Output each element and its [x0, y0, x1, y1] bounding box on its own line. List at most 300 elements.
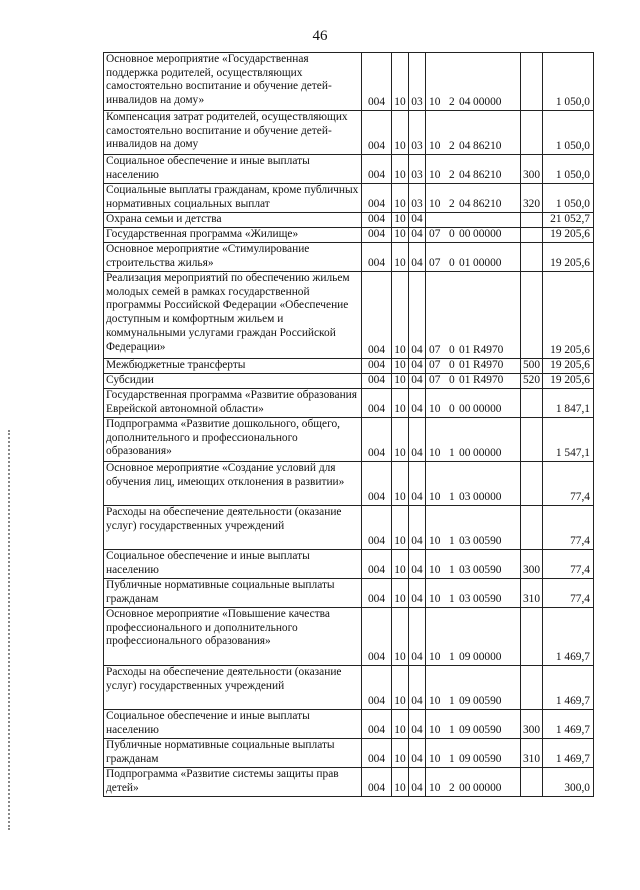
- name-text: Публичные нормативные социальные выплаты гражданам: [106, 739, 335, 765]
- table-row: [104, 243, 594, 272]
- section-value: 10: [394, 198, 406, 211]
- expense-code-value: 00000: [473, 403, 502, 416]
- subsection-code: [409, 53, 426, 111]
- ministry-value: 004: [367, 228, 386, 241]
- name-text: Подпрограмма «Развитие системы защиты прав детей»: [106, 768, 339, 794]
- subsection-code: [409, 418, 426, 462]
- ministry-code: [362, 243, 392, 272]
- expense-type-code: [521, 213, 543, 228]
- table-row: [104, 506, 594, 550]
- subsection-value: 04: [411, 724, 423, 737]
- amount-value: 19 205,6: [550, 344, 590, 357]
- name-text: Основное мероприятие «Государственная поддержка родителей, осуществляющих самостоятельно воспитание и обучение детей-инвалидов на дому»: [106, 53, 332, 107]
- program-value: 10: [429, 724, 441, 737]
- event-value: 04: [459, 169, 471, 182]
- subprogram-value: 0: [449, 359, 455, 372]
- section-value: 10: [394, 593, 406, 606]
- section-code: [392, 666, 409, 710]
- amount-value: 77,4: [570, 564, 590, 577]
- row-name: [104, 550, 362, 579]
- name-text: Социальное обеспечение и иные выплаты населению: [106, 710, 310, 736]
- target-article-code: [426, 213, 521, 228]
- amount-value: 19 205,6: [550, 257, 590, 270]
- ministry-value: 004: [367, 213, 386, 226]
- expense-type-code: [521, 243, 543, 272]
- target-article-code: [426, 608, 521, 666]
- name-text: Межбюджетные трансферты: [106, 359, 246, 371]
- subsection-code: [409, 184, 426, 213]
- row-name: [104, 213, 362, 228]
- table-row: [104, 418, 594, 462]
- amount: [543, 666, 594, 710]
- table-row: [104, 184, 594, 213]
- subprogram-value: 2: [449, 140, 455, 153]
- section-value: 10: [394, 695, 406, 708]
- expense-type-code: [521, 272, 543, 359]
- expense-type-value: 520: [522, 374, 541, 387]
- subprogram-value: 2: [449, 96, 455, 109]
- expense-code-value: 00000: [473, 491, 502, 504]
- name-text: Публичные нормативные социальные выплаты гражданам: [106, 579, 335, 605]
- event-value: 03: [459, 535, 471, 548]
- expense-type-code: [521, 768, 543, 797]
- row-name: [104, 666, 362, 710]
- ministry-code: [362, 53, 392, 111]
- expense-code-value: 00000: [473, 96, 502, 109]
- amount-value: 1 050,0: [555, 198, 590, 211]
- amount: [543, 550, 594, 579]
- subsection-value: 04: [411, 564, 423, 577]
- amount-value: 77,4: [570, 491, 590, 504]
- event-value: 00: [459, 403, 471, 416]
- subsection-value: 04: [411, 359, 423, 372]
- program-value: 10: [429, 169, 441, 182]
- section-value: 10: [394, 374, 406, 387]
- subsection-code: [409, 359, 426, 374]
- program-value: 10: [429, 782, 441, 795]
- ministry-value: 004: [367, 491, 386, 504]
- event-value: 01: [459, 257, 471, 270]
- program-value: 07: [429, 228, 441, 241]
- subsection-value: 04: [411, 344, 423, 357]
- section-value: 10: [394, 96, 406, 109]
- section-code: [392, 710, 409, 739]
- name-text: Основное мероприятие «Создание условий для обучения лиц, имеющих отклонения в развитии»: [106, 462, 345, 488]
- ministry-code: [362, 739, 392, 768]
- amount: [543, 710, 594, 739]
- table-row: [104, 550, 594, 579]
- ministry-code: [362, 272, 392, 359]
- target-article-code: [426, 184, 521, 213]
- event-value: 09: [459, 695, 471, 708]
- row-name: [104, 579, 362, 608]
- amount-value: 77,4: [570, 535, 590, 548]
- program-value: 07: [429, 344, 441, 357]
- expense-type-code: [521, 389, 543, 418]
- name-text: Расходы на обеспечение деятельности (оказание услуг) государственных учреждений: [106, 506, 342, 532]
- row-name: [104, 608, 362, 666]
- program-value: 10: [429, 535, 441, 548]
- section-value: 10: [394, 213, 406, 226]
- target-article-code: [426, 243, 521, 272]
- row-name: [104, 53, 362, 111]
- expense-code-value: 00590: [473, 535, 502, 548]
- target-article-code: [426, 768, 521, 797]
- event-value: 04: [459, 140, 471, 153]
- name-text: Основное мероприятие «Стимулирование строительства жилья»: [106, 243, 310, 269]
- page-number: 46: [312, 28, 328, 44]
- subsection-value: 04: [411, 447, 423, 460]
- expense-type-code: [521, 739, 543, 768]
- subsection-code: [409, 213, 426, 228]
- subsection-value: 04: [411, 374, 423, 387]
- ministry-code: [362, 550, 392, 579]
- ministry-code: [362, 418, 392, 462]
- event-value: 03: [459, 491, 471, 504]
- section-code: [392, 579, 409, 608]
- ministry-value: 004: [367, 593, 386, 606]
- ministry-code: [362, 506, 392, 550]
- table-row: [104, 579, 594, 608]
- amount: [543, 213, 594, 228]
- section-value: 10: [394, 359, 406, 372]
- amount-value: 1 547,1: [555, 447, 590, 460]
- row-name: [104, 184, 362, 213]
- row-name: [104, 418, 362, 462]
- section-value: 10: [394, 447, 406, 460]
- table-row: [104, 272, 594, 359]
- ministry-code: [362, 666, 392, 710]
- subprogram-value: 0: [449, 403, 455, 416]
- row-name: [104, 710, 362, 739]
- expense-type-value: 300: [522, 169, 541, 182]
- ministry-value: 004: [367, 695, 386, 708]
- section-code: [392, 111, 409, 155]
- amount-value: 1 469,7: [555, 753, 590, 766]
- amount: [543, 243, 594, 272]
- ministry-value: 004: [367, 564, 386, 577]
- expense-type-code: [521, 111, 543, 155]
- amount: [543, 768, 594, 797]
- subsection-value: 04: [411, 593, 423, 606]
- expense-code-value: 00000: [473, 228, 502, 241]
- section-code: [392, 213, 409, 228]
- ministry-value: 004: [367, 403, 386, 416]
- subsection-code: [409, 739, 426, 768]
- amount-value: 19 205,6: [550, 374, 590, 387]
- ministry-value: 004: [367, 257, 386, 270]
- name-text: Реализация мероприятий по обеспечению жильем молодых семей в рамках государственной программы Российской Федерации «Обеспечение доступным и комфортным жильем и коммунальными услугами граждан Российской Федерации»: [106, 272, 350, 353]
- section-code: [392, 462, 409, 506]
- ministry-code: [362, 389, 392, 418]
- amount: [543, 739, 594, 768]
- subprogram-value: 1: [449, 491, 455, 504]
- section-code: [392, 155, 409, 184]
- amount-value: 1 469,7: [555, 695, 590, 708]
- program-value: 10: [429, 695, 441, 708]
- ministry-code: [362, 111, 392, 155]
- section-value: 10: [394, 753, 406, 766]
- section-code: [392, 608, 409, 666]
- ministry-code: [362, 213, 392, 228]
- subsection-value: 04: [411, 213, 423, 226]
- subsection-value: 03: [411, 169, 423, 182]
- margin-mark: [8, 430, 12, 830]
- ministry-value: 004: [367, 198, 386, 211]
- row-name: [104, 111, 362, 155]
- ministry-value: 004: [367, 169, 386, 182]
- row-name: [104, 359, 362, 374]
- section-value: 10: [394, 651, 406, 664]
- table-row: [104, 111, 594, 155]
- expense-type-value: 300: [522, 564, 541, 577]
- expense-type-value: 320: [522, 198, 541, 211]
- subsection-code: [409, 608, 426, 666]
- amount: [543, 389, 594, 418]
- section-code: [392, 550, 409, 579]
- target-article-code: [426, 739, 521, 768]
- event-value: 00: [459, 228, 471, 241]
- section-code: [392, 739, 409, 768]
- ministry-code: [362, 228, 392, 243]
- subprogram-value: 1: [449, 695, 455, 708]
- subprogram-value: 2: [449, 198, 455, 211]
- row-name: [104, 389, 362, 418]
- subsection-value: 04: [411, 782, 423, 795]
- name-text: Компенсация затрат родителей, осуществляющих самостоятельно воспитание и обучение детей-инвалидов на дому: [106, 111, 348, 151]
- row-name: [104, 272, 362, 359]
- expense-type-value: 300: [522, 724, 541, 737]
- expense-type-code: [521, 184, 543, 213]
- section-value: 10: [394, 228, 406, 241]
- expense-type-value: 310: [522, 593, 541, 606]
- table-row: [104, 608, 594, 666]
- amount: [543, 184, 594, 213]
- subsection-value: 04: [411, 753, 423, 766]
- table-body: [104, 53, 594, 797]
- table-row: [104, 374, 594, 389]
- amount-value: 1 050,0: [555, 96, 590, 109]
- name-text: Охрана семьи и детства: [106, 213, 222, 225]
- event-value: 09: [459, 724, 471, 737]
- section-code: [392, 374, 409, 389]
- event-value: 04: [459, 198, 471, 211]
- target-article-code: [426, 155, 521, 184]
- row-name: [104, 374, 362, 389]
- program-value: 07: [429, 257, 441, 270]
- subsection-code: [409, 666, 426, 710]
- expense-code-value: R4970: [473, 359, 504, 372]
- expense-type-code: [521, 359, 543, 374]
- program-value: 10: [429, 198, 441, 211]
- subprogram-value: 1: [449, 564, 455, 577]
- subsection-value: 03: [411, 140, 423, 153]
- subprogram-value: 1: [449, 535, 455, 548]
- target-article-code: [426, 389, 521, 418]
- expense-type-code: [521, 666, 543, 710]
- amount: [543, 579, 594, 608]
- expense-code-value: 00000: [473, 651, 502, 664]
- ministry-value: 004: [367, 782, 386, 795]
- target-article-code: [426, 506, 521, 550]
- expense-type-code: [521, 374, 543, 389]
- event-value: 00: [459, 447, 471, 460]
- table-row: [104, 213, 594, 228]
- subsection-value: 04: [411, 491, 423, 504]
- ministry-value: 004: [367, 140, 386, 153]
- ministry-value: 004: [367, 96, 386, 109]
- target-article-code: [426, 550, 521, 579]
- expense-type-code: [521, 710, 543, 739]
- ministry-code: [362, 579, 392, 608]
- amount-value: 77,4: [570, 593, 590, 606]
- section-code: [392, 359, 409, 374]
- section-code: [392, 418, 409, 462]
- ministry-code: [362, 768, 392, 797]
- target-article-code: [426, 111, 521, 155]
- subprogram-value: 1: [449, 753, 455, 766]
- expense-type-value: 500: [522, 359, 541, 372]
- expense-code-value: 00000: [473, 447, 502, 460]
- subsection-value: 04: [411, 228, 423, 241]
- section-value: 10: [394, 564, 406, 577]
- expense-code-value: 00590: [473, 695, 502, 708]
- expense-code-value: R4970: [473, 374, 504, 387]
- name-text: Государственная программа «Развитие образования Еврейской автономной области»: [106, 389, 357, 415]
- program-value: 10: [429, 447, 441, 460]
- expense-code-value: 00590: [473, 564, 502, 577]
- amount-value: 1 469,7: [555, 651, 590, 664]
- subsection-code: [409, 272, 426, 359]
- table-row: [104, 768, 594, 797]
- subprogram-value: 1: [449, 651, 455, 664]
- section-code: [392, 243, 409, 272]
- subsection-code: [409, 111, 426, 155]
- section-value: 10: [394, 724, 406, 737]
- section-code: [392, 272, 409, 359]
- expense-type-code: [521, 418, 543, 462]
- program-value: 07: [429, 359, 441, 372]
- event-value: 01: [459, 359, 471, 372]
- program-value: 07: [429, 374, 441, 387]
- subprogram-value: 2: [449, 169, 455, 182]
- row-name: [104, 243, 362, 272]
- name-text: Расходы на обеспечение деятельности (оказание услуг) государственных учреждений: [106, 666, 342, 692]
- subsection-value: 04: [411, 695, 423, 708]
- expense-type-code: [521, 53, 543, 111]
- program-value: 10: [429, 96, 441, 109]
- event-value: 03: [459, 564, 471, 577]
- section-code: [392, 389, 409, 418]
- subsection-value: 04: [411, 651, 423, 664]
- name-text: Социальное обеспечение и иные выплаты населению: [106, 550, 310, 576]
- subprogram-value: 0: [449, 257, 455, 270]
- amount: [543, 228, 594, 243]
- section-value: 10: [394, 782, 406, 795]
- table-row: [104, 710, 594, 739]
- ministry-code: [362, 608, 392, 666]
- amount: [543, 111, 594, 155]
- subsection-code: [409, 768, 426, 797]
- target-article-code: [426, 579, 521, 608]
- section-value: 10: [394, 535, 406, 548]
- program-value: 10: [429, 753, 441, 766]
- name-text: Основное мероприятие «Повышение качества профессионального и дополнительного профессионального образования»: [106, 608, 330, 648]
- table-row: [104, 462, 594, 506]
- target-article-code: [426, 374, 521, 389]
- subprogram-value: 0: [449, 374, 455, 387]
- expense-code-value: 00590: [473, 753, 502, 766]
- program-value: 10: [429, 651, 441, 664]
- subsection-value: 03: [411, 96, 423, 109]
- event-value: 09: [459, 753, 471, 766]
- target-article-code: [426, 228, 521, 243]
- expense-type-code: [521, 550, 543, 579]
- expense-code-value: 00590: [473, 593, 502, 606]
- budget-table: [103, 52, 594, 797]
- subsection-code: [409, 506, 426, 550]
- section-value: 10: [394, 140, 406, 153]
- subprogram-value: 0: [449, 344, 455, 357]
- name-text: Социальные выплаты гражданам, кроме публичных нормативных социальных выплат: [106, 184, 359, 210]
- program-value: 10: [429, 564, 441, 577]
- amount-value: 21 052,7: [550, 213, 590, 226]
- amount-value: 1 847,1: [555, 403, 590, 416]
- subsection-code: [409, 228, 426, 243]
- expense-code-value: R4970: [473, 344, 504, 357]
- subsection-code: [409, 462, 426, 506]
- amount-value: 19 205,6: [550, 359, 590, 372]
- name-text: Подпрограмма «Развитие дошкольного, общего, дополнительного и профессионального образования»: [106, 418, 341, 458]
- section-code: [392, 53, 409, 111]
- row-name: [104, 506, 362, 550]
- amount-value: 19 205,6: [550, 228, 590, 241]
- table-row: [104, 739, 594, 768]
- expense-type-code: [521, 579, 543, 608]
- subprogram-value: 1: [449, 724, 455, 737]
- program-value: 10: [429, 140, 441, 153]
- ministry-value: 004: [367, 753, 386, 766]
- subsection-code: [409, 374, 426, 389]
- ministry-code: [362, 374, 392, 389]
- target-article-code: [426, 462, 521, 506]
- amount: [543, 462, 594, 506]
- expense-type-value: 310: [522, 753, 541, 766]
- amount-value: 1 050,0: [555, 140, 590, 153]
- subsection-code: [409, 243, 426, 272]
- target-article-code: [426, 53, 521, 111]
- section-value: 10: [394, 169, 406, 182]
- expense-type-code: [521, 608, 543, 666]
- amount: [543, 272, 594, 359]
- target-article-code: [426, 359, 521, 374]
- section-value: 10: [394, 491, 406, 504]
- expense-code-value: 00000: [473, 257, 502, 270]
- expense-code-value: 00000: [473, 782, 502, 795]
- program-value: 10: [429, 403, 441, 416]
- table-row: [104, 228, 594, 243]
- amount: [543, 359, 594, 374]
- subprogram-value: 2: [449, 782, 455, 795]
- program-value: 10: [429, 491, 441, 504]
- section-code: [392, 768, 409, 797]
- ministry-value: 004: [367, 651, 386, 664]
- table-row: [104, 666, 594, 710]
- ministry-value: 004: [367, 359, 386, 372]
- table-row: [104, 53, 594, 111]
- subsection-code: [409, 550, 426, 579]
- ministry-value: 004: [367, 344, 386, 357]
